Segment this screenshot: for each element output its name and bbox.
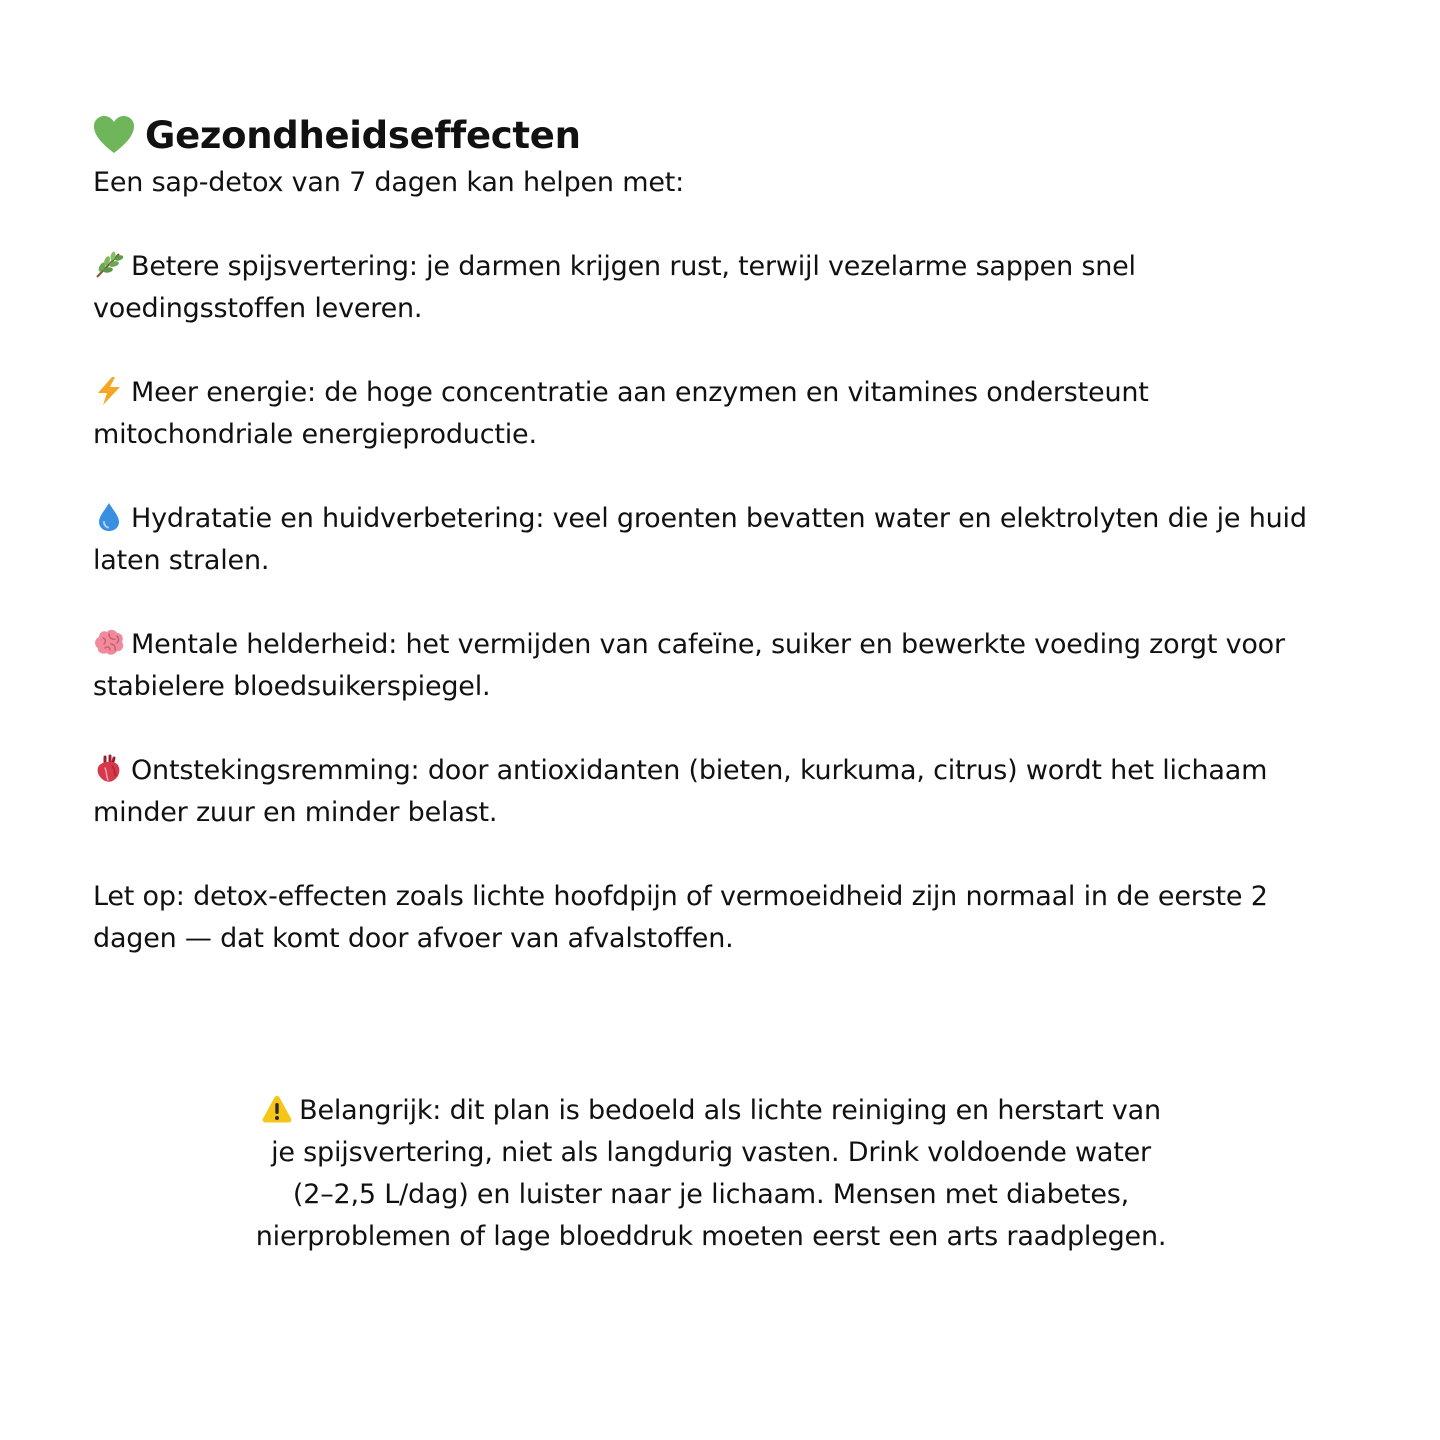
brain-icon [93, 628, 125, 658]
benefit-mental-clarity [93, 624, 1353, 708]
benefit-digestion [93, 246, 1353, 330]
herb-icon [93, 250, 125, 280]
benefit-hydration [93, 498, 1353, 582]
warning-icon [261, 1094, 293, 1124]
benefit-energy [93, 372, 1353, 456]
benefit-text: Meer energie: de hoge concentratie aan enzymen en vitamines ondersteunt mitochondriale energieproductie. [93, 377, 1149, 450]
health-effects-section [93, 110, 1353, 960]
anatomical-heart-icon [93, 754, 125, 784]
lightning-icon [93, 376, 125, 406]
benefit-text: Ontstekingsremming: door antioxidanten (bieten, kurkuma, citrus) wordt het lichaam minder zuur en minder belast. [93, 755, 1268, 828]
note-text: Let op: detox-effecten zoals lichte hoofdpijn of vermoeidheid zijn normaal in de eerste 2 dagen — dat komt door afvoer van afvalstoffen. [93, 881, 1268, 954]
benefit-anti-inflammation [93, 750, 1353, 834]
warning-text: Belangrijk: dit plan is bedoeld als lichte reiniging en herstart van je spijsvertering, niet als langdurig vasten. Drink voldoende water (2–2,5 L/dag) en luister naar je lichaam. Mensen met diabetes, nierproblemen of lage bloeddruk moeten eerst een arts raadplegen. [255, 1095, 1167, 1252]
droplet-icon [93, 502, 125, 532]
title-text: Gezondheidseffecten [145, 113, 581, 157]
section-title [93, 110, 1353, 160]
intro-text: Een sap-detox van 7 dagen kan helpen met: [93, 167, 685, 198]
benefit-text: Betere spijsvertering: je darmen krijgen rust, terwijl vezelarme sappen snel voedingsstoffen leveren. [93, 251, 1136, 324]
benefit-text: Mentale helderheid: het vermijden van cafeïne, suiker en bewerkte voeding zorgt voor stabielere bloedsuikerspiegel. [93, 629, 1285, 702]
green-heart-icon [93, 115, 135, 155]
benefit-text: Hydratatie en huidverbetering: veel groenten bevatten water en elektrolyten die je huid laten stralen. [93, 503, 1307, 576]
warning-callout [255, 1090, 1167, 1258]
